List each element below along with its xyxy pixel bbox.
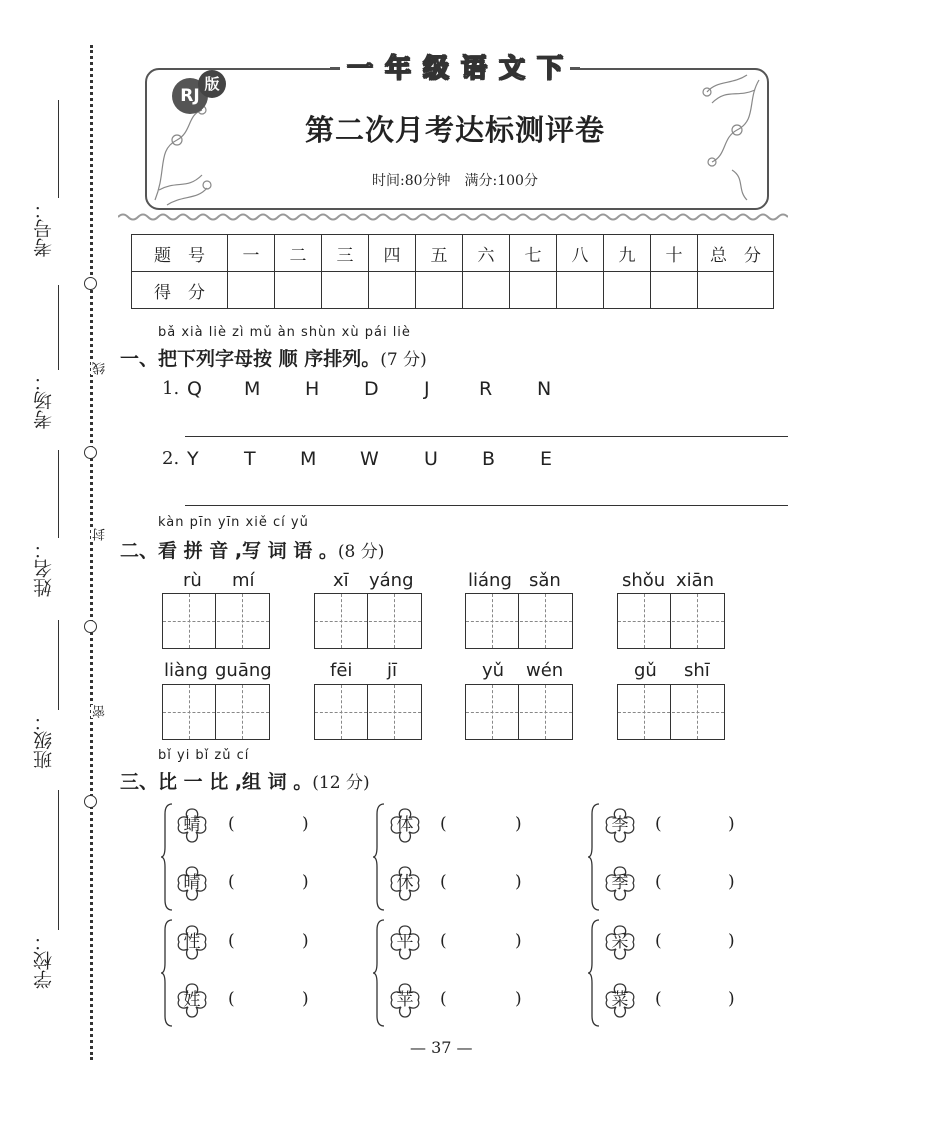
paren-close: ) [515, 814, 522, 834]
table-header-cell: 七 [510, 235, 557, 272]
word-answer-field[interactable] [452, 869, 511, 893]
paren-close: ) [515, 989, 522, 1009]
score-cell[interactable] [698, 272, 774, 309]
paren-open: ( [655, 872, 662, 892]
brace-icon [587, 918, 601, 1028]
page-number: — 37 — [410, 1038, 473, 1057]
score-cell[interactable] [557, 272, 604, 309]
word-pinyin: guāng [215, 660, 272, 681]
section1-pinyin: bǎ xià liè zì mǔ àn shùn xù pái liè [158, 325, 411, 340]
paren-close: ) [302, 989, 309, 1009]
class-label: 班级： [33, 712, 55, 769]
paren-close: ) [515, 872, 522, 892]
word-answer-field[interactable] [240, 869, 298, 893]
grade-banner [330, 44, 580, 88]
section2-title [120, 536, 384, 563]
letter: R [479, 378, 493, 400]
word-answer-field[interactable] [240, 811, 298, 835]
compare-char: 体 [396, 815, 414, 835]
table-row [132, 235, 774, 272]
grade-char: 一 [346, 53, 373, 84]
letter: B [482, 448, 496, 470]
compare-char: 采 [611, 932, 629, 952]
score-cell[interactable] [275, 272, 322, 309]
table-header-cell: 八 [557, 235, 604, 272]
compare-char: 季 [611, 873, 629, 893]
wave-divider-icon [118, 210, 788, 224]
edition-badge: RJ [172, 78, 208, 114]
compare-char: 姓 [183, 990, 201, 1010]
letter: H [305, 378, 320, 400]
paren-open: ( [440, 989, 447, 1009]
writing-grid[interactable] [314, 593, 422, 649]
class-field[interactable] [58, 620, 59, 710]
word-answer-field[interactable] [452, 986, 511, 1010]
paren-open: ( [440, 872, 447, 892]
item-number: 1. [162, 378, 180, 399]
writing-grid[interactable] [617, 684, 725, 740]
binding-hole [84, 620, 97, 633]
paren-close: ) [302, 931, 309, 951]
letter: N [537, 378, 552, 400]
word-pinyin: shǒu [622, 570, 666, 591]
letter: M [300, 448, 317, 470]
letter: Q [187, 378, 202, 400]
table-row [132, 272, 774, 309]
paren-open: ( [655, 814, 662, 834]
binding-hole [84, 795, 97, 808]
letter: T [244, 448, 256, 470]
letter: J [424, 378, 430, 400]
binding-hole [84, 446, 97, 459]
score-cell[interactable] [651, 272, 698, 309]
name-field[interactable] [58, 450, 59, 538]
section1-title [120, 344, 427, 371]
brace-icon [372, 802, 386, 912]
word-pinyin: gǔ [634, 660, 657, 681]
section3-title-text: 三、比 一 比 ,组 词 。 [120, 771, 313, 793]
writing-grid[interactable] [162, 684, 270, 740]
grade-char: 下 [537, 53, 564, 84]
paren-close: ) [728, 814, 735, 834]
binding-hole [84, 277, 97, 290]
word-answer-field[interactable] [240, 986, 298, 1010]
compare-char: 晴 [183, 873, 201, 893]
paren-open: ( [655, 931, 662, 951]
answer-line[interactable] [185, 505, 788, 506]
compare-char: 菜 [611, 990, 629, 1010]
writing-grid[interactable] [465, 593, 573, 649]
score-cell[interactable] [369, 272, 416, 309]
score-cell[interactable] [463, 272, 510, 309]
word-pinyin: mí [232, 570, 255, 591]
binding-dotted-line [90, 45, 93, 1060]
score-cell[interactable] [228, 272, 275, 309]
word-answer-field[interactable] [240, 928, 298, 952]
paren-close: ) [728, 872, 735, 892]
brace-icon [372, 918, 386, 1028]
compare-char: 李 [611, 815, 629, 835]
score-table [131, 234, 774, 309]
word-pinyin: yǔ [482, 660, 505, 681]
paren-close: ) [515, 931, 522, 951]
school-label: 学校： [33, 932, 55, 989]
item-number: 2. [162, 448, 180, 469]
compare-char: 性 [183, 932, 201, 952]
paren-open: ( [228, 872, 235, 892]
word-answer-field[interactable] [452, 928, 511, 952]
name-label: 姓名： [33, 540, 55, 597]
paren-close: ) [728, 989, 735, 1009]
edition-badge-char: 版 [198, 70, 226, 98]
grade-char: 语 [461, 53, 488, 84]
word-pinyin: fēi [330, 660, 353, 681]
cut-word: 密 [93, 705, 108, 718]
word-answer-field[interactable] [667, 811, 724, 835]
paren-close: ) [728, 931, 735, 951]
exam-room-field[interactable] [58, 285, 59, 370]
paren-open: ( [440, 814, 447, 834]
score-cell[interactable] [604, 272, 651, 309]
word-pinyin: yáng [369, 570, 414, 591]
section2-title-text: 二、看 拼 音 ,写 词 语 。 [120, 540, 338, 562]
paren-close: ) [302, 814, 309, 834]
score-cell[interactable] [510, 272, 557, 309]
writing-grid[interactable] [162, 593, 270, 649]
paren-close: ) [302, 872, 309, 892]
grade-char: 年 [384, 53, 411, 84]
word-answer-field[interactable] [667, 986, 724, 1010]
exam-time-info: 时间:80分钟 满分:100分 [372, 173, 538, 189]
section1-points: (7 分) [380, 350, 427, 370]
paren-open: ( [228, 814, 235, 834]
page-title: 第二次月考达标测评卷 [304, 113, 605, 147]
exam-number-label: 考号： [33, 200, 55, 257]
table-header-cell: 题 号 [132, 235, 228, 272]
letter: W [360, 448, 379, 470]
table-header-cell: 二 [275, 235, 322, 272]
answer-line[interactable] [185, 436, 788, 437]
word-answer-field[interactable] [452, 811, 511, 835]
table-header-cell: 总 分 [698, 235, 774, 272]
word-pinyin: rù [183, 570, 202, 591]
table-header-cell: 四 [369, 235, 416, 272]
score-cell[interactable] [322, 272, 369, 309]
writing-grid[interactable] [314, 684, 422, 740]
paren-open: ( [228, 931, 235, 951]
section3-pinyin: bǐ yi bǐ zǔ cí [158, 748, 250, 763]
word-pinyin: sǎn [529, 570, 561, 591]
word-pinyin: liàng [164, 660, 208, 681]
letter: M [244, 378, 261, 400]
cut-word: 线 [93, 362, 108, 375]
letter: D [364, 378, 379, 400]
paren-open: ( [440, 931, 447, 951]
word-pinyin: jī [387, 660, 398, 681]
table-header-cell: 一 [228, 235, 275, 272]
word-pinyin: xī [333, 570, 349, 591]
section1-title-text: 一、把下列字母按 顺 序排列。 [120, 348, 381, 370]
school-field[interactable] [58, 790, 59, 930]
writing-grid[interactable] [465, 684, 573, 740]
section3-title [120, 767, 370, 794]
compare-char: 平 [396, 932, 414, 952]
paren-open: ( [228, 989, 235, 1009]
word-pinyin: xiān [676, 570, 715, 591]
word-answer-field[interactable] [667, 869, 724, 893]
table-header-cell: 十 [651, 235, 698, 272]
grade-char: 文 [499, 53, 526, 84]
letter: Y [187, 448, 199, 470]
table-header-cell: 六 [463, 235, 510, 272]
score-row-label: 得 分 [132, 272, 228, 309]
letter: U [424, 448, 438, 470]
table-header-cell: 九 [604, 235, 651, 272]
grade-char: 级 [422, 53, 449, 84]
exam-number-field[interactable] [58, 100, 59, 198]
compare-char: 苹 [396, 990, 414, 1010]
cut-word: 封 [93, 528, 108, 541]
section2-points: (8 分) [337, 542, 385, 562]
compare-char: 休 [396, 873, 414, 893]
table-header-cell: 五 [416, 235, 463, 272]
paren-open: ( [655, 989, 662, 1009]
exam-room-label: 考场： [33, 372, 55, 429]
section2-pinyin: kàn pīn yīn xiě cí yǔ [158, 515, 309, 530]
letter: E [540, 448, 553, 470]
word-pinyin: liáng [468, 570, 512, 591]
section3-points: (12 分) [312, 773, 370, 793]
word-pinyin: shī [684, 660, 710, 681]
word-pinyin: wén [526, 660, 564, 681]
brace-icon [587, 802, 601, 912]
score-cell[interactable] [416, 272, 463, 309]
writing-grid[interactable] [617, 593, 725, 649]
table-header-cell: 三 [322, 235, 369, 272]
word-answer-field[interactable] [667, 928, 724, 952]
compare-char: 蜻 [183, 815, 201, 835]
